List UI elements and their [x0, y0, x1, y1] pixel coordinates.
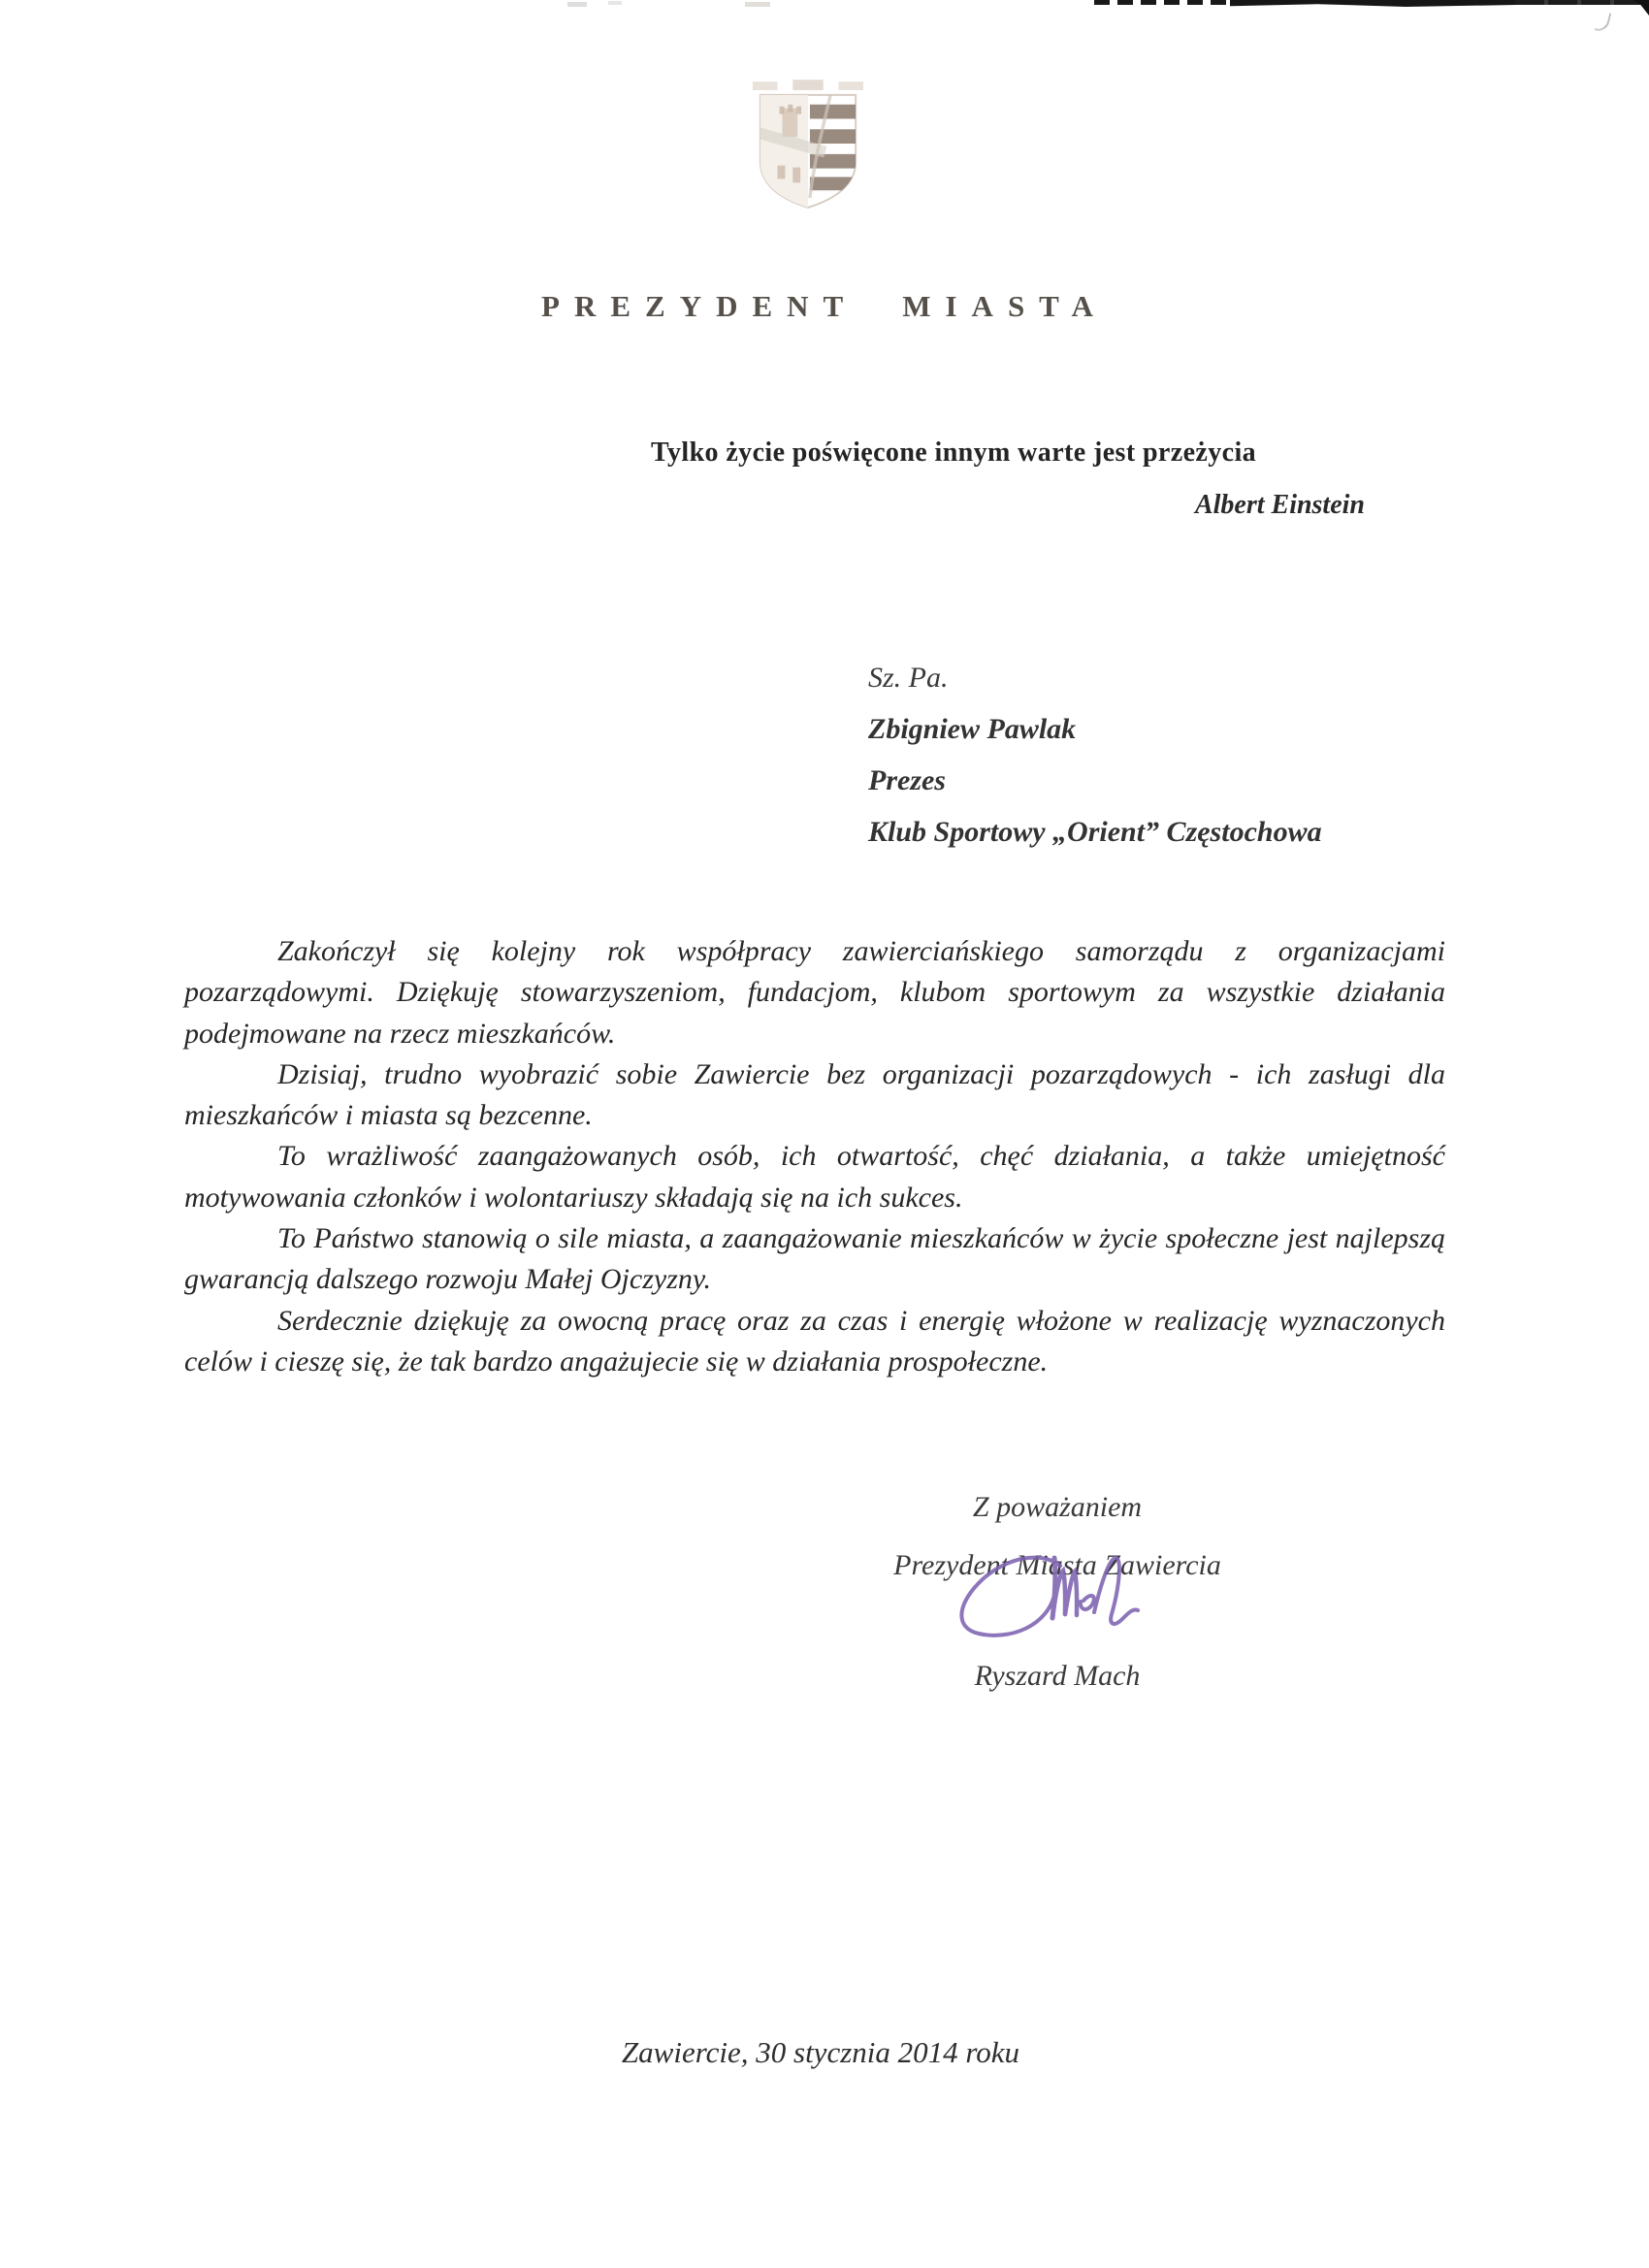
- title-word: PREZYDENT: [541, 289, 858, 323]
- body-paragraph: Zakończył się kolejny rok współpracy zawierciańskiego samorządu z organizacjami pozarządowymi. Dziękuję stowarzyszeniom, fundacjom, klubom sportowym za wszystkie działania podejmowane na rzecz mieszkańców.: [184, 935, 1445, 1050]
- body-paragraph: To Państwo stanowią o sile miasta, a zaangażowanie mieszkańców w życie społeczne jest najlepszą gwarancją dalszego rozwoju Małej Ojczyzny.: [184, 1222, 1445, 1296]
- recipient-block: [868, 652, 1322, 858]
- letter-body: [184, 931, 1445, 1382]
- closing-block: [757, 1486, 1358, 1698]
- scan-artifact-speck: [608, 1, 622, 5]
- handwritten-signature-icon: [946, 1546, 1169, 1655]
- scan-artifact-curl: [1595, 11, 1612, 34]
- recipient-title: Prezes: [868, 764, 946, 796]
- dateline: Zawiercie, 30 stycznia 2014 roku: [621, 2035, 1020, 2069]
- body-paragraph: Serdecznie dziękuję za owocną pracę oraz za czas i energię włożone w realizację wyznaczonych celów i cieszę się, że tak bardzo angażujecie się w działania prospołeczne.: [184, 1304, 1445, 1377]
- body-paragraph: To wrażliwość zaangażowanych osób, ich otwartość, chęć działania, a także umiejętność motywowania członków i wolontariuszy składają się na ich sukces.: [184, 1140, 1445, 1214]
- scan-artifact-speck: [567, 2, 587, 7]
- recipient-organization: Klub Sportowy „Orient” Częstochowa: [868, 816, 1322, 848]
- recipient-name: Zbigniew Pawlak: [868, 713, 1077, 745]
- signer-name: Ryszard Mach: [974, 1660, 1141, 1692]
- page-title: [0, 285, 1649, 328]
- motto-text: Tylko życie poświęcone innym warte jest przeżycia: [651, 437, 1257, 468]
- scan-artifact-speck: [745, 2, 770, 7]
- scan-artifact-dashes: [1094, 0, 1240, 5]
- title-word: MIASTA: [902, 289, 1108, 323]
- motto-block: [651, 437, 1367, 521]
- body-paragraph: Dzisiaj, trudno wyobrazić sobie Zawiercie bez organizacji pozarządowych - ich zasługi dla mieszkańców i miasta są bezcenne.: [184, 1057, 1445, 1132]
- scan-artifact-bar: [1230, 0, 1523, 7]
- recipient-salutation: Sz. Pa.: [868, 662, 949, 694]
- valediction: Z poważaniem: [972, 1491, 1143, 1523]
- zawiercie-coat-of-arms-icon: [751, 78, 865, 213]
- motto-author: Albert Einstein: [1194, 490, 1365, 520]
- scan-artifact-dashes: [1515, 0, 1649, 5]
- signer-title: Prezydent Miasta Zawiercia: [893, 1549, 1221, 1581]
